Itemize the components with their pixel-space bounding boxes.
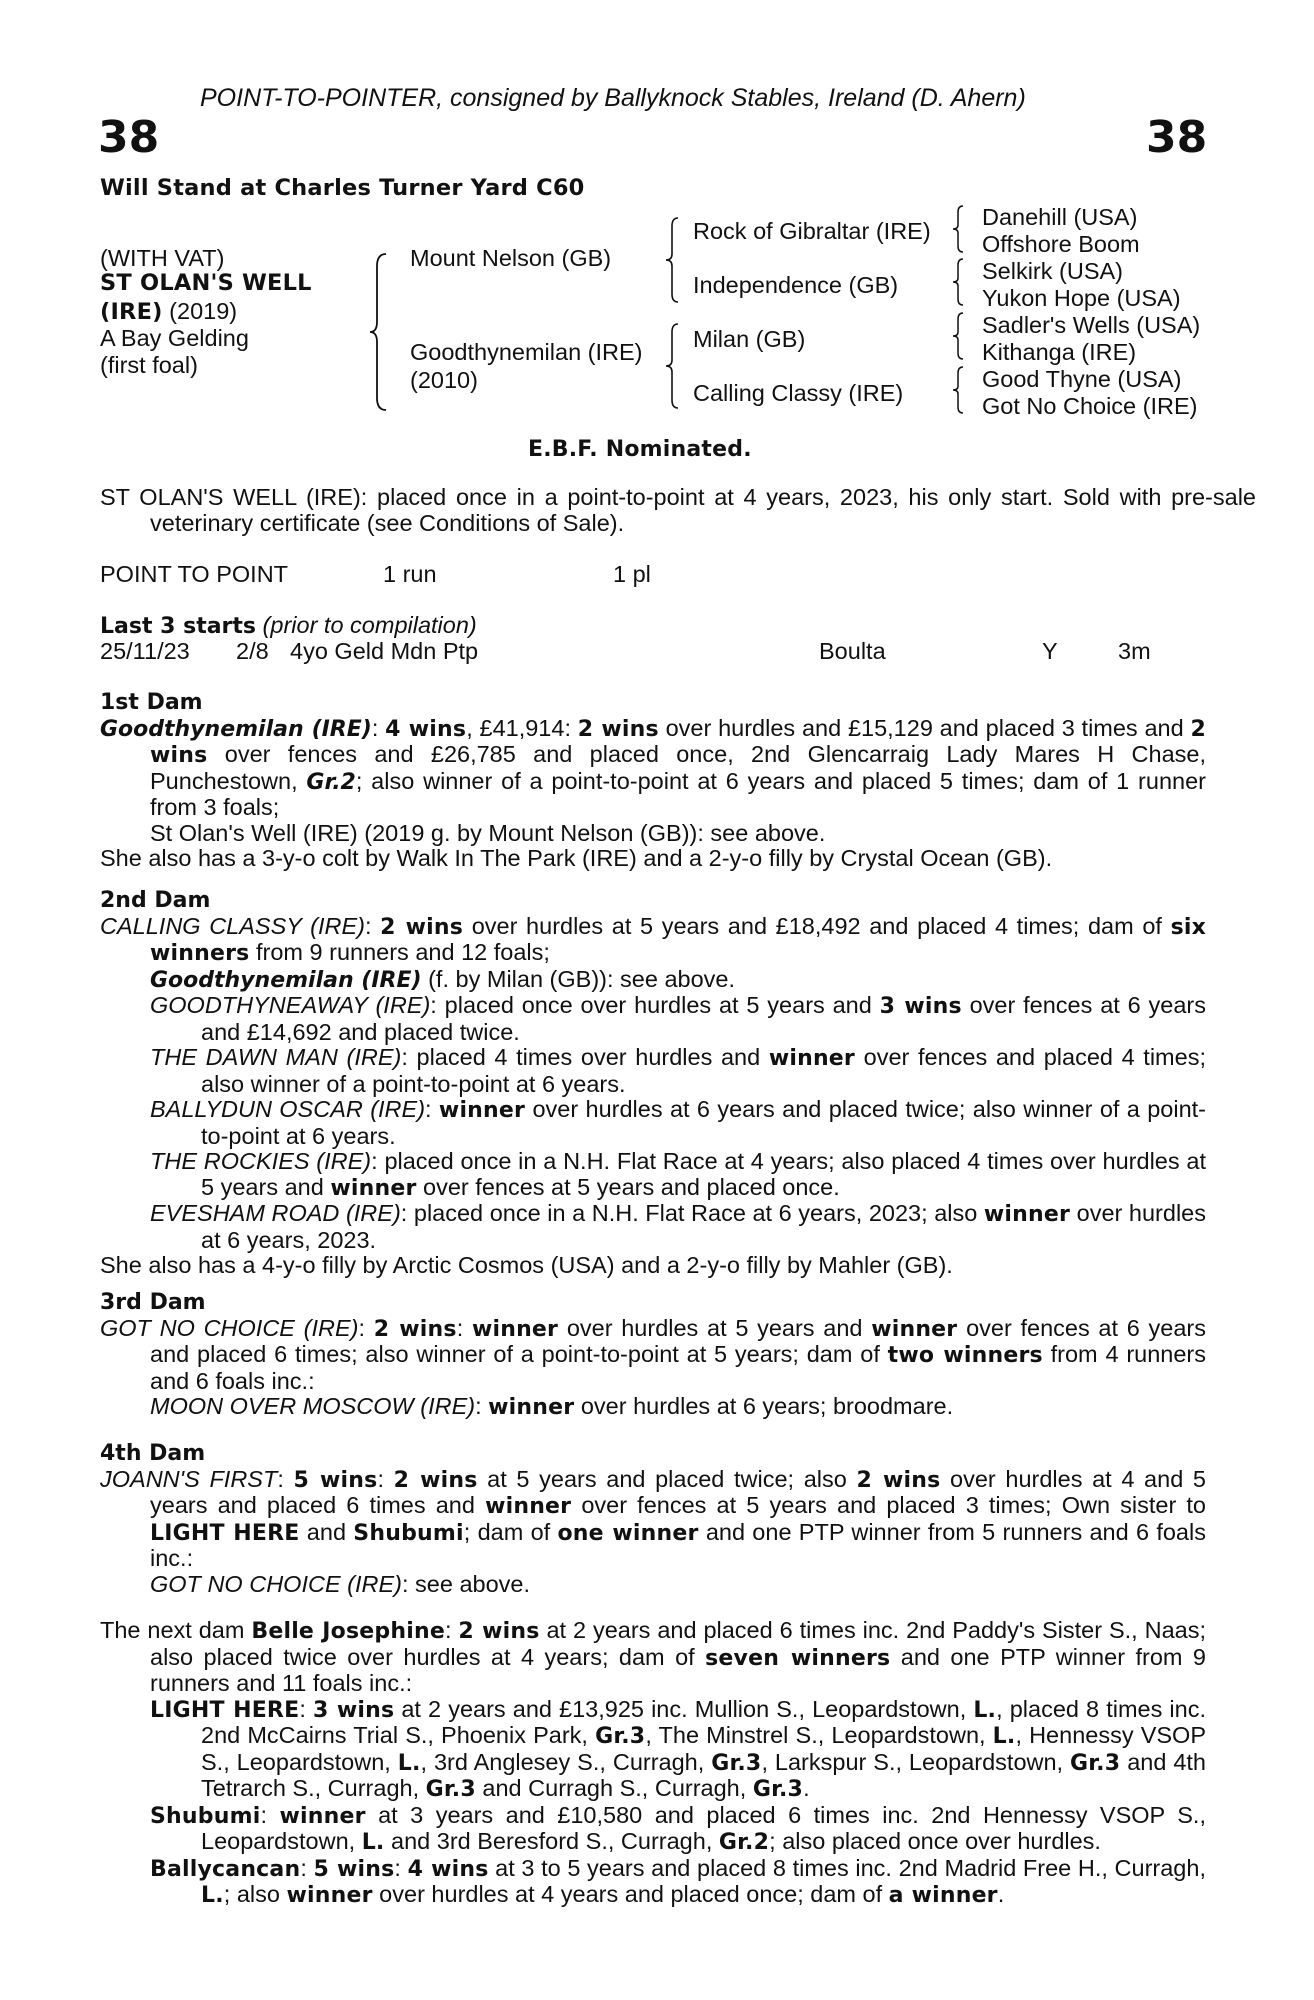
wins: 2 wins	[458, 1619, 540, 1644]
text: ; also placed once over hurdles.	[769, 1828, 1101, 1854]
produce-item	[100, 1201, 1206, 1253]
pedigree-brace-ds	[951, 311, 965, 361]
text: :	[456, 1314, 472, 1341]
ptp-placed: 1 pl	[613, 561, 651, 587]
wins: 2 wins	[380, 914, 464, 940]
text: over hurdles at 4 years and placed once; dam of	[372, 1881, 889, 1907]
third-dam-name: GOT NO CHOICE (IRE)	[100, 1314, 359, 1341]
text: : placed once in a N.H. Flat Race at 6 years, 2023; also	[400, 1200, 984, 1226]
text: over fences at 6 years and placed 6 times; also winner of a point-to-point at 5 years; dam of	[150, 1314, 1206, 1367]
third-dam-title: 3rd Dam	[100, 1290, 206, 1315]
text: over fences at 5 years and placed once.	[416, 1173, 840, 1200]
produce-name: LIGHT HERE	[150, 1697, 300, 1723]
text: at 3 years and £10,580 and placed 6 times inc. 2nd Hennessy VSOP S., Leopardstown,	[201, 1801, 1206, 1854]
grade: Gr.3	[752, 1777, 804, 1802]
text: .	[997, 1881, 1005, 1907]
grade: L.	[973, 1697, 997, 1723]
text: , Hennessy VSOP S., Leopardstown,	[201, 1722, 1207, 1775]
start-going: Y	[1042, 638, 1058, 664]
text: over hurdles and £15,129 and placed 3 times and	[658, 714, 1191, 741]
text: .	[803, 1775, 810, 1801]
fourth-dam-name: JOANN'S FIRST	[100, 1465, 278, 1492]
wins: 2 wins	[393, 1467, 478, 1493]
wins: winner	[330, 1175, 417, 1201]
produce-item	[100, 1097, 1206, 1149]
text: : placed 4 times over hurdles and	[401, 1044, 769, 1070]
pedigree-dam-year: (2010)	[410, 367, 478, 393]
first-dam-record	[100, 716, 1206, 821]
text: and	[299, 1518, 354, 1545]
winners: one winner	[557, 1520, 699, 1546]
produce-name: GOT NO CHOICE (IRE)	[150, 1570, 402, 1597]
text: ; also	[223, 1881, 287, 1907]
produce-item	[100, 1394, 1206, 1421]
wins: 5 wins	[293, 1467, 378, 1493]
text: :	[394, 1854, 408, 1881]
wins: winner	[438, 1098, 526, 1123]
text: ; dam of	[463, 1518, 558, 1545]
text: over hurdles at 4 and 5 years and placed 6 times and	[150, 1465, 1206, 1518]
text: : see above.	[401, 1570, 531, 1597]
winners: seven winners	[705, 1645, 891, 1671]
text: over hurdles at 5 years and	[558, 1314, 872, 1341]
text: :	[358, 1314, 374, 1341]
text: over hurdles at 6 years and placed twice; also winner of a point-to-point at 6 years.	[201, 1096, 1206, 1149]
first-dam-title: 1st Dam	[100, 690, 203, 715]
pedigree-dam-sire: Milan (GB)	[693, 326, 806, 352]
pedigree-sire-dam: Independence (GB)	[693, 272, 899, 298]
first-dam-section	[100, 690, 1206, 872]
wins: winner	[871, 1316, 958, 1342]
first-dam-also: She also has a 3-y-o colt by Walk In The Park (IRE) and a 2-y-o filly by Crystal Ocean (GB).	[100, 845, 1053, 871]
horse-description: A Bay Gelding	[100, 325, 249, 351]
wins: winner	[485, 1494, 572, 1519]
start-position: 2/8	[236, 638, 269, 664]
produce-name: EVESHAM ROAD (IRE)	[150, 1200, 401, 1226]
sibling-name: Shubumi	[353, 1520, 464, 1546]
pedigree-brace-ss	[951, 204, 965, 254]
last-starts-title: Last 3 starts	[100, 614, 257, 639]
grade: L.	[992, 1724, 1016, 1749]
text: over fences at 6 years and £14,692 and placed twice.	[201, 992, 1206, 1045]
wins: winner	[488, 1395, 575, 1420]
produce-item	[100, 993, 1206, 1045]
produce-name: THE DAWN MAN (IRE)	[150, 1044, 402, 1070]
text: :	[444, 1617, 459, 1643]
wins: winner	[279, 1803, 366, 1829]
start-date: 25/11/23	[100, 638, 190, 664]
text: ; also winner of a point-to-point at 6 years and placed 5 times; dam of 1 runner from 3 foals;	[150, 767, 1206, 820]
second-dam-section	[100, 888, 1206, 1279]
ptp-runs: 1 run	[383, 561, 437, 587]
text: at 2 years and placed 6 times inc. 2nd Paddy's Sister S., Naas; also placed twice over hurdles at 4 years; dam of	[150, 1617, 1207, 1670]
produce-item	[100, 1045, 1206, 1097]
sibling-name: LIGHT HERE	[150, 1520, 300, 1546]
text: :	[277, 1465, 294, 1492]
produce-item	[100, 967, 1206, 994]
grade: Gr.3	[711, 1750, 762, 1776]
pedigree-brace-sd	[951, 257, 965, 307]
first-dam-produce: St Olan's Well (IRE) (2019 g. by Mount Nelson (GB)): see above.	[150, 819, 826, 846]
text: , Larkspur S., Leopardstown,	[761, 1748, 1071, 1775]
wins: 2 wins	[577, 716, 659, 742]
produce-name: BALLYDUN OSCAR (IRE)	[150, 1096, 426, 1122]
pedigree-ssd: Offshore Boom	[982, 231, 1140, 257]
grade: Gr.3	[595, 1724, 646, 1749]
wins: 5 wins	[313, 1856, 395, 1882]
text: , £41,914:	[466, 714, 578, 741]
horse-name: ST OLAN'S WELL	[100, 270, 312, 296]
text: , 3rd Anglesey S., Curragh,	[420, 1748, 712, 1775]
pedigree-brace-dam	[664, 322, 680, 410]
produce-item	[100, 1572, 1206, 1598]
pedigree-dss: Sadler's Wells (USA)	[982, 312, 1201, 338]
start-race: 4yo Geld Mdn Ptp	[290, 638, 479, 664]
text: over fences at 5 years and placed 3 times; Own sister to	[571, 1492, 1206, 1518]
wins: 4 wins	[385, 716, 467, 742]
grade: Gr.2	[718, 1830, 770, 1855]
horse-name-line2	[100, 299, 237, 326]
produce-name: THE ROCKIES (IRE)	[150, 1148, 372, 1174]
produce-item	[100, 1856, 1206, 1909]
text: over hurdles at 6 years, 2023.	[201, 1200, 1206, 1253]
text: over fences and £26,785 and placed once, 2nd Glencarraig Lady Mares H Chase, Punchestown,	[150, 741, 1206, 794]
text: over hurdles at 6 years; broodmare.	[574, 1393, 954, 1419]
pedigree-brace-main	[368, 252, 388, 412]
winners: two winners	[887, 1343, 1043, 1368]
wins: winner	[286, 1883, 373, 1908]
grade: L.	[201, 1883, 224, 1908]
pedigree-ddd: Got No Choice (IRE)	[982, 393, 1198, 419]
produce-name: Shubumi	[150, 1803, 261, 1829]
text: (f. by Milan (GB)): see above.	[421, 965, 736, 992]
text: over hurdles at 5 years and £18,492 and placed 4 times; dam of	[463, 912, 1171, 939]
text: , placed 8 times inc. 2nd McCairns Trial S., Phoenix Park,	[201, 1695, 1207, 1748]
text: : placed once in a N.H. Flat Race at 4 years; also placed 4 times over hurdles at 5 years and	[201, 1148, 1206, 1200]
wins: 2 wins	[150, 716, 1206, 768]
pedigree-dsd: Kithanga (IRE)	[982, 339, 1137, 365]
text: :	[260, 1801, 280, 1828]
wins: winner	[983, 1202, 1071, 1227]
text: and Curragh S., Curragh,	[475, 1775, 753, 1801]
pedigree-sire: Mount Nelson (GB)	[410, 245, 612, 271]
horse-origin: (IRE)	[100, 299, 163, 325]
produce-item	[100, 1697, 1206, 1803]
second-dam-also: She also has a 4-y-o filly by Arctic Cosmos (USA) and a 2-y-o filly by Mahler (GB).	[100, 1252, 953, 1278]
fourth-dam-record	[100, 1467, 1206, 1572]
pedigree-brace-sire	[664, 216, 680, 304]
produce-name: MOON OVER MOSCOW (IRE)	[150, 1393, 476, 1419]
next-dam-name: Belle Josephine	[251, 1619, 445, 1644]
produce-name: GOODTHYNEAWAY (IRE)	[150, 992, 431, 1018]
wins: 2 wins	[373, 1316, 457, 1342]
lot-number-left: 38	[98, 112, 160, 163]
lot-number-right: 38	[1146, 112, 1208, 163]
produce-item	[100, 1803, 1206, 1856]
text: :	[300, 1854, 314, 1881]
next-dam-section	[100, 1618, 1206, 1909]
text: :	[425, 1096, 439, 1122]
text: and one PTP winner from 9 runners and 11 foals inc.:	[150, 1643, 1206, 1696]
stand-location: Will Stand at Charles Turner Yard C60	[100, 175, 585, 201]
horse-summary: ST OLAN'S WELL (IRE): placed once in a point-to-point at 4 years, 2023, his only start. Sold with pre-sale veterinary certificate (see Conditions of Sale).	[100, 484, 1256, 536]
ebf-nominated: E.B.F. Nominated.	[528, 437, 752, 462]
pedigree-brace-dd	[951, 365, 965, 415]
text: :	[371, 714, 386, 741]
third-dam-section	[100, 1290, 1206, 1421]
last-starts-heading	[100, 613, 477, 640]
fourth-dam-section	[100, 1441, 1206, 1597]
pedigree-dam: Goodthynemilan (IRE)	[410, 339, 643, 365]
last-starts-note: (prior to compilation)	[256, 612, 477, 638]
pedigree-sdd: Yukon Hope (USA)	[982, 285, 1181, 311]
grade: Gr.2	[306, 769, 356, 795]
vat-label: (WITH VAT)	[100, 245, 225, 271]
wins: 3 wins	[312, 1697, 395, 1723]
text: :	[377, 1465, 394, 1492]
second-dam-record	[100, 914, 1206, 967]
start-distance: 3m	[1118, 638, 1151, 664]
grade: Gr.3	[1070, 1750, 1121, 1776]
produce-item	[100, 1149, 1206, 1201]
text: :	[364, 912, 381, 939]
text: and 4th Tetrarch S., Curragh,	[201, 1748, 1206, 1801]
pedigree-sss: Danehill (USA)	[982, 204, 1138, 230]
pedigree-sds: Selkirk (USA)	[982, 258, 1124, 284]
text: :	[299, 1695, 313, 1722]
next-dam-record	[100, 1618, 1206, 1697]
winners: a winner	[888, 1883, 998, 1908]
text: at 3 to 5 years and placed 8 times inc. 2nd Madrid Free H., Curragh,	[488, 1854, 1206, 1881]
wins: 4 wins	[407, 1856, 489, 1882]
start-course: Boulta	[819, 638, 886, 664]
pedigree-dam-dam: Calling Classy (IRE)	[693, 380, 904, 406]
text: at 2 years and £13,925 inc. Mullion S., Leopardstown,	[394, 1695, 974, 1722]
consignor-line: POINT-TO-POINTER, consigned by Ballyknock Stables, Ireland (D. Ahern)	[200, 84, 1026, 112]
second-dam-name: CALLING CLASSY (IRE)	[100, 912, 365, 939]
text: and 3rd Beresford S., Curragh,	[384, 1828, 719, 1854]
text: over fences and placed 4 times; also winner of a point-to-point at 6 years.	[201, 1044, 1206, 1097]
wins: winner	[471, 1316, 559, 1342]
second-dam-title: 2nd Dam	[100, 888, 211, 913]
text: from 4 runners and 6 foals inc.:	[150, 1341, 1207, 1394]
produce-name: Goodthynemilan (IRE)	[150, 967, 422, 993]
horse-year: (2019)	[162, 298, 238, 324]
text: The next dam	[100, 1617, 252, 1643]
produce-name: Ballycancan	[150, 1856, 301, 1882]
wins: winner	[768, 1046, 855, 1071]
text: at 5 years and placed twice; also	[477, 1465, 857, 1492]
grade: L.	[397, 1750, 421, 1776]
winners: six winners	[150, 914, 1206, 966]
horse-foal: (first foal)	[100, 352, 198, 378]
text: from 9 runners and 12 foals;	[249, 939, 550, 965]
text: :	[475, 1393, 489, 1419]
pedigree-dds: Good Thyne (USA)	[982, 366, 1182, 392]
wins: 3 wins	[879, 994, 962, 1019]
grade: L.	[361, 1830, 385, 1855]
text: : placed once over hurdles at 5 years and	[430, 992, 880, 1018]
text: and one PTP winner from 5 runners and 6 foals inc.:	[150, 1518, 1206, 1571]
third-dam-record	[100, 1316, 1206, 1395]
fourth-dam-title: 4th Dam	[100, 1441, 206, 1466]
grade: Gr.3	[425, 1777, 476, 1802]
wins: 2 wins	[856, 1467, 941, 1493]
pedigree-sire-sire: Rock of Gibraltar (IRE)	[693, 218, 931, 244]
first-dam-name: Goodthynemilan (IRE)	[100, 716, 372, 742]
ptp-label: POINT TO POINT	[100, 561, 289, 587]
text: , The Minstrel S., Leopardstown,	[645, 1722, 993, 1748]
